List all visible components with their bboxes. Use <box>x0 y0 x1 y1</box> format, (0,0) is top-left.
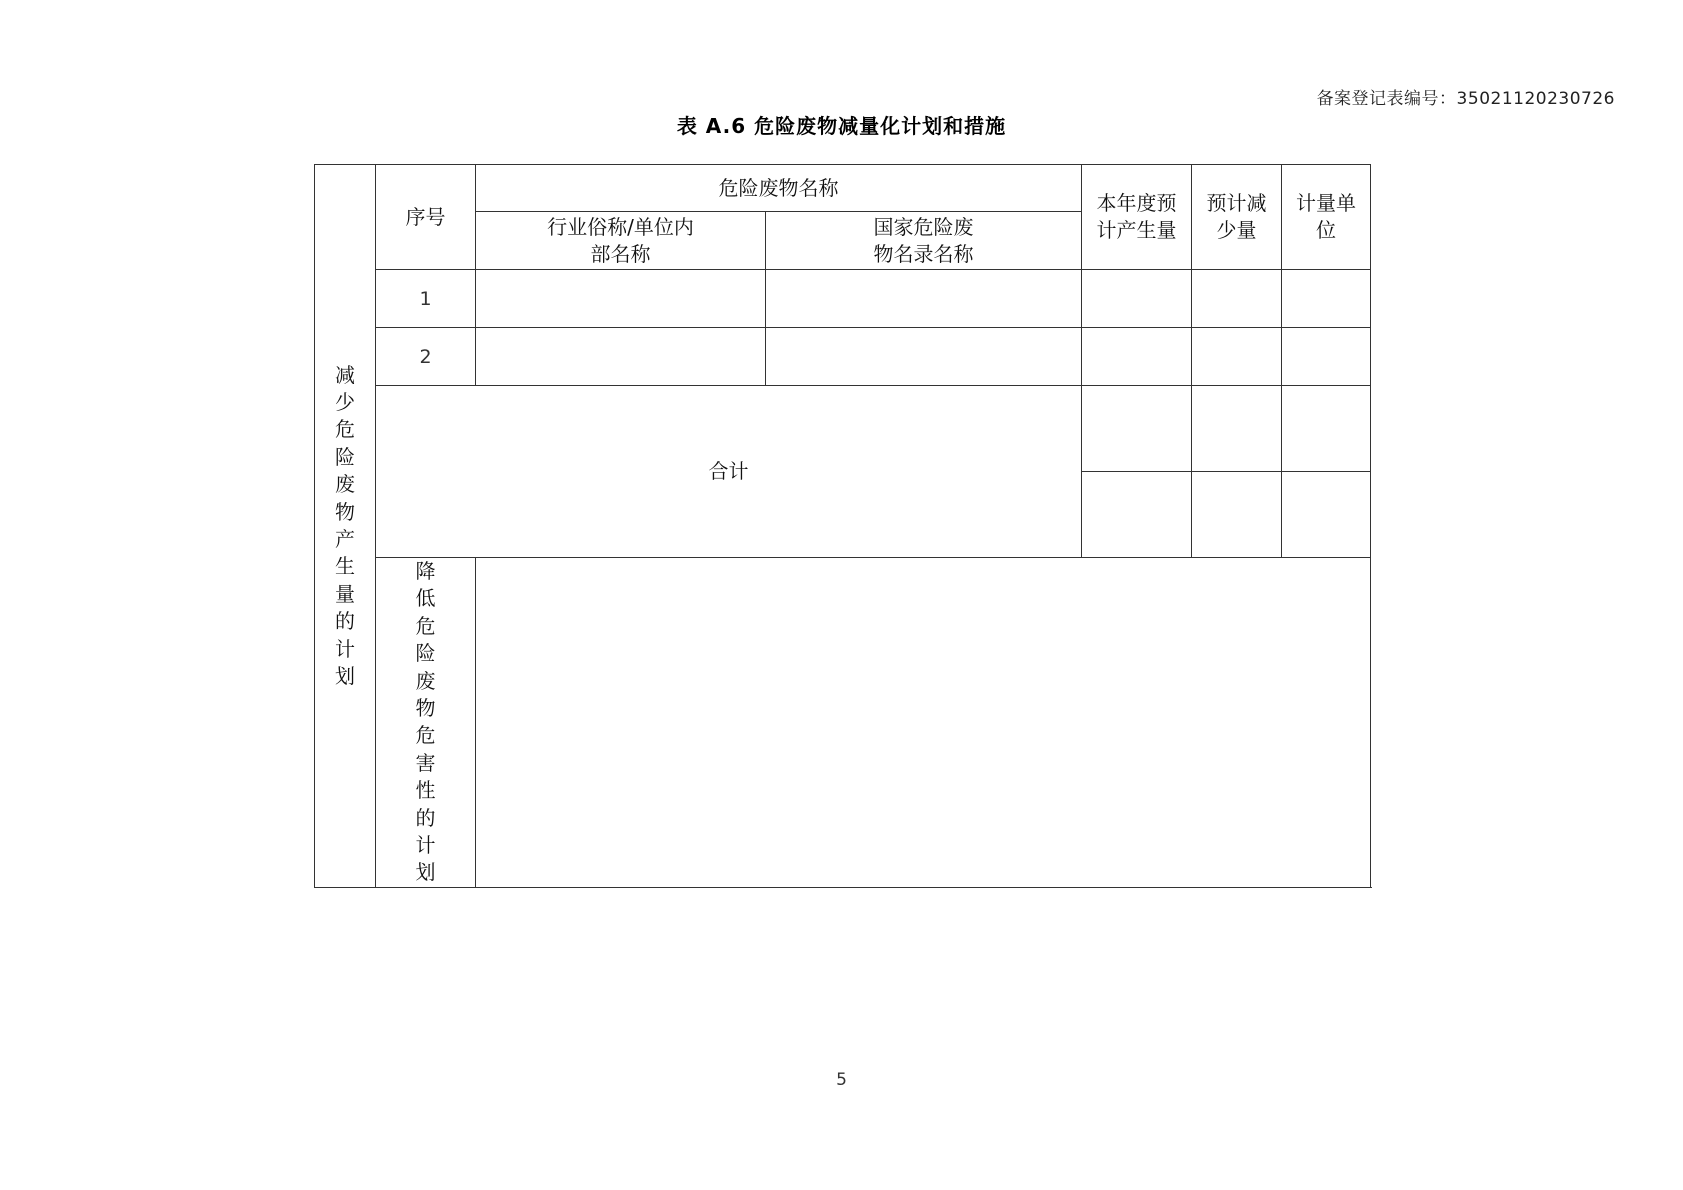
hazardous-waste-reduction-table <box>314 164 1371 888</box>
section1-label-cell <box>315 165 376 888</box>
expected-reduction-header: 预计减少量 <box>1192 165 1282 270</box>
unit-cell[interactable] <box>1282 328 1371 386</box>
table-title: 表 A.6 危险废物减量化计划和措施 <box>676 114 1007 138</box>
total-expected-reduction-cell[interactable] <box>1192 472 1282 558</box>
section2-content-cell[interactable] <box>476 558 1371 888</box>
seq-cell: 2 <box>376 328 476 386</box>
seq-cell: 1 <box>376 270 476 328</box>
industry-name-cell[interactable] <box>476 328 766 386</box>
registration-number: 备案登记表编号：35021120230726 <box>1316 89 1615 109</box>
section2-label-cell <box>376 558 476 888</box>
national-name-cell[interactable] <box>766 270 1082 328</box>
expected-reduction-cell[interactable] <box>1192 270 1282 328</box>
industry-name-cell[interactable] <box>476 270 766 328</box>
annual-output-cell[interactable] <box>1082 270 1192 328</box>
section2-label: 降低危险废物危害性的计划 <box>415 559 436 885</box>
annual-output-header: 本年度预计产生量 <box>1082 165 1192 270</box>
page-number: 5 <box>836 1070 847 1090</box>
section2-row <box>315 558 1371 888</box>
national-name-header: 国家危险废物名录名称 <box>766 212 1082 270</box>
national-name-cell[interactable] <box>766 328 1082 386</box>
total-row <box>315 386 1371 472</box>
total-annual-output-cell[interactable] <box>1082 386 1192 472</box>
table-row <box>315 328 1371 386</box>
total-expected-reduction-cell[interactable] <box>1192 386 1282 472</box>
section1-label: 减少危险废物产生量的计划 <box>335 362 355 688</box>
table-row <box>315 270 1371 328</box>
unit-cell[interactable] <box>1282 270 1371 328</box>
expected-reduction-cell[interactable] <box>1192 328 1282 386</box>
annual-output-cell[interactable] <box>1082 328 1192 386</box>
total-label-cell <box>376 386 1082 558</box>
seq-header: 序号 <box>376 165 476 270</box>
unit-header: 计量单位 <box>1282 165 1371 270</box>
industry-name-header: 行业俗称/单位内部名称 <box>476 212 766 270</box>
total-unit-cell[interactable] <box>1282 386 1371 472</box>
total-unit-cell[interactable] <box>1282 472 1371 558</box>
waste-name-group-header: 危险废物名称 <box>476 165 1082 212</box>
total-annual-output-cell[interactable] <box>1082 472 1192 558</box>
total-label: 合计 <box>708 459 749 483</box>
